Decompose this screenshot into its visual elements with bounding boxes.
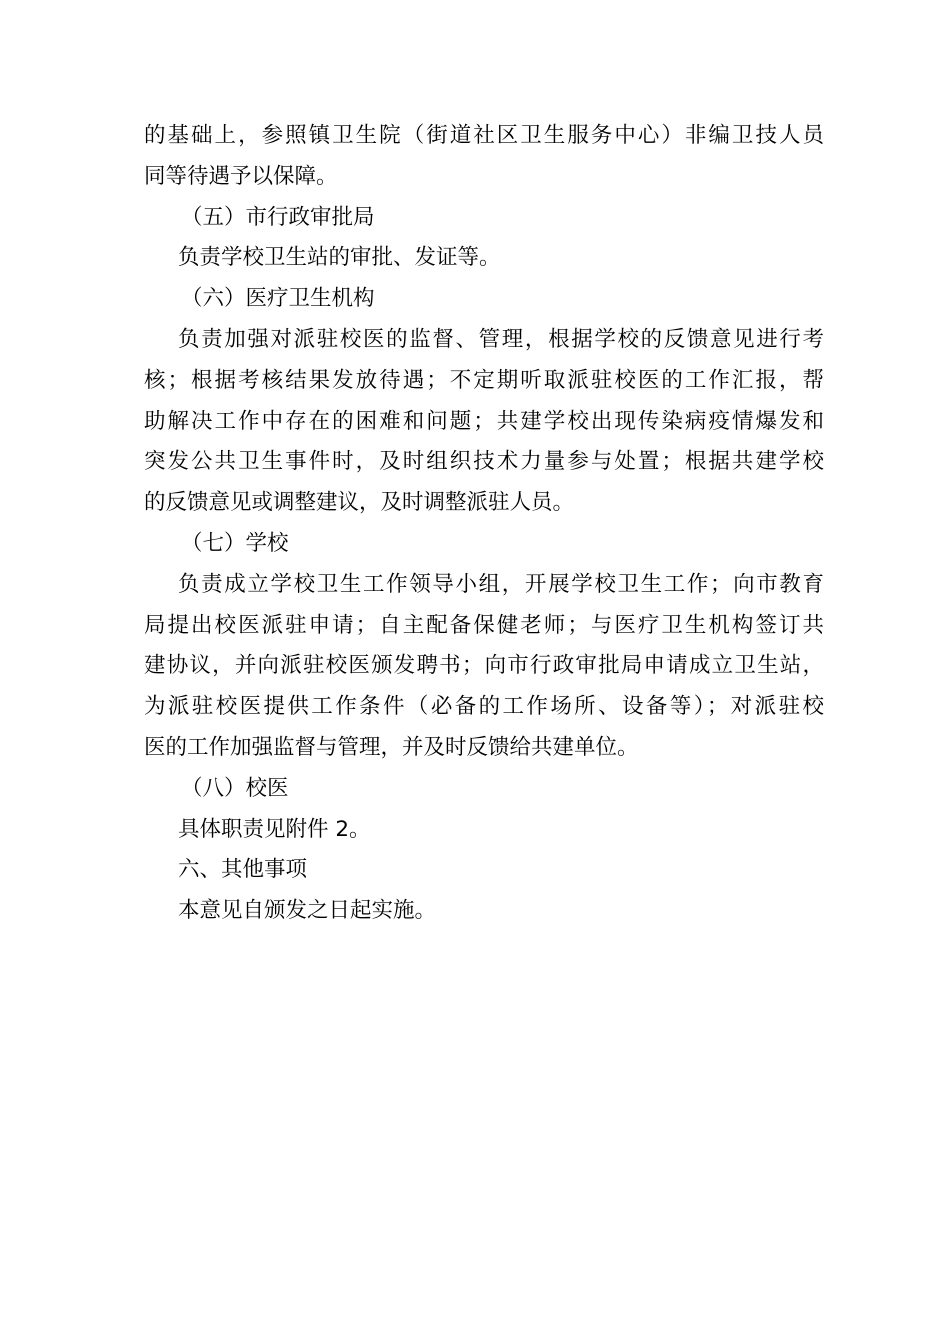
body-line: 局提出校医派驻申请；自主配备保健老师；与医疗卫生机构签订共 xyxy=(144,612,824,638)
body-line: 医的工作加强监督与管理，并及时反馈给共建单位。 xyxy=(144,734,639,760)
body-line: 负责成立学校卫生工作领导小组，开展学校卫生工作；向市教育 xyxy=(178,571,824,597)
body-line: 的基础上，参照镇卫生院（街道社区卫生服务中心）非编卫技人员 xyxy=(144,123,824,148)
body-line: 助解决工作中存在的困难和问题；共建学校出现传染病疫情爆发和 xyxy=(144,408,824,434)
subsection-heading: （八）校医 xyxy=(181,775,289,801)
subsection-heading: （七）学校 xyxy=(181,530,289,556)
body-line: 的反馈意见或调整建议，及时调整派驻人员。 xyxy=(144,490,575,516)
section-heading: 六、其他事项 xyxy=(178,857,308,883)
document-page xyxy=(144,116,824,932)
body-line: 负责学校卫生站的审批、发证等。 xyxy=(178,245,501,271)
body-line: 本意见自颁发之日起实施。 xyxy=(178,898,437,924)
body-line: 具体职责见附件 2。 xyxy=(178,816,371,842)
body-line: 核；根据考核结果发放待遇；不定期听取派驻校医的工作汇报，帮 xyxy=(144,367,824,393)
body-line: 同等待遇予以保障。 xyxy=(144,163,338,189)
body-line: 建协议，并向派驻校医颁发聘书；向市行政审批局申请成立卫生站， xyxy=(144,653,824,679)
body-line: 负责加强对派驻校医的监督、管理，根据学校的反馈意见进行考 xyxy=(178,326,824,352)
subsection-heading: （五）市行政审批局 xyxy=(181,204,375,230)
body-line: 为派驻校医提供工作条件（必备的工作场所、设备等）；对派驻校 xyxy=(144,694,824,720)
subsection-heading: （六）医疗卫生机构 xyxy=(181,286,375,312)
body-line: 突发公共卫生事件时，及时组织技术力量参与处置；根据共建学校 xyxy=(144,449,824,475)
